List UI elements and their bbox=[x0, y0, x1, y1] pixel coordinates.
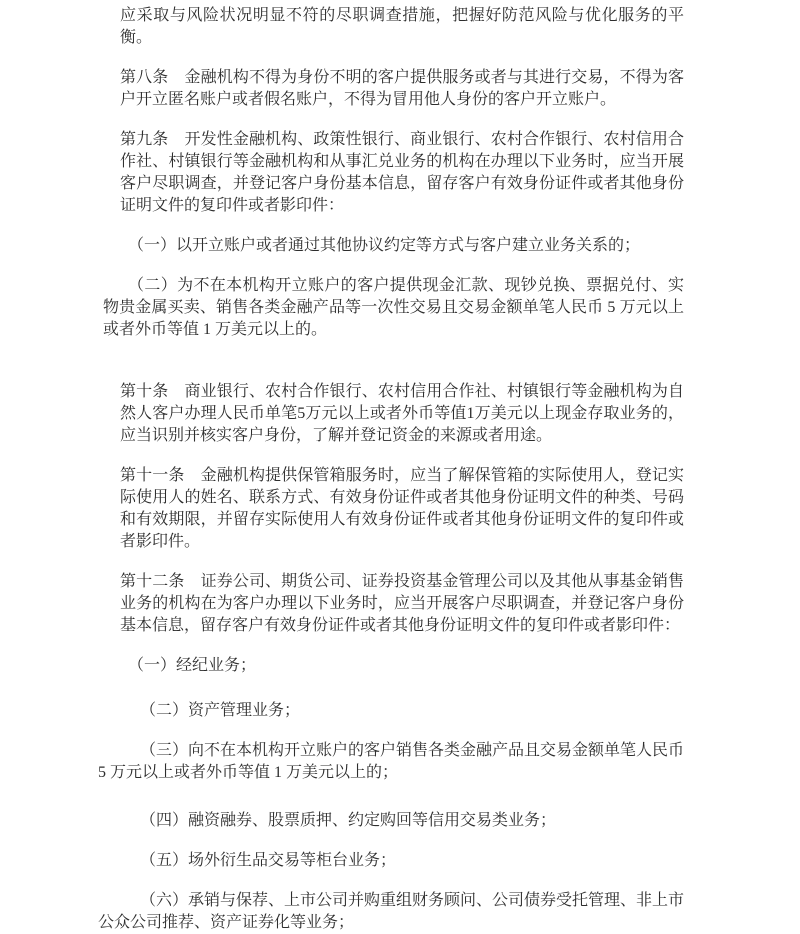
article-11: 第十一条 金融机构提供保管箱服务时，应当了解保管箱的实际使用人，登记实际使用人的姓名、联系方式、有效身份证件或者其他身份证明文件的种类、号码和有效期限，并留存实际使用人有效身份证件或者其他身份证明文件的复印件或者影印件。 bbox=[120, 467, 684, 550]
article-12-intro: 第十二条 证券公司、期货公司、证券投资基金管理公司以及其他从事基金销售业务的机构在为客户办理以下业务时，应当开展客户尽职调查，并登记客户身份基本信息，留存客户有效身份证件或者其他身份证明文件的复印件或者影印件： bbox=[120, 573, 684, 634]
article-12-item-2: （二）资产管理业务； bbox=[140, 702, 301, 719]
article-12-item-4: （四）融资融券、股票质押、约定购回等信用交易类业务； bbox=[140, 812, 557, 829]
article-12-item-3: （三）向不在本机构开立账户的客户销售各类金融产品且交易金额单笔人民币 5 万元以上或者外币等值 1 万美元以上的； bbox=[98, 742, 685, 781]
article-12-item-5: （五）场外衍生品交易等柜台业务； bbox=[140, 852, 397, 869]
article-8: 第八条 金融机构不得为身份不明的客户提供服务或者与其进行交易，不得为客户开立匿名账户或者假名账户，不得为冒用他人身份的客户开立账户。 bbox=[120, 69, 684, 108]
article-12-item-1: （一）经纪业务； bbox=[128, 657, 257, 674]
article-9-item-2: （二）为不在本机构开立账户的客户提供现金汇款、现钞兑换、票据兑付、实物贵金属买卖、销售各类金融产品等一次性交易且交易金额单笔人民币 5 万元以上或者外币等值 1 万美元以上的。 bbox=[103, 277, 684, 338]
article-9-item-1: （一）以开立账户或者通过其他协议约定等方式与客户建立业务关系的； bbox=[128, 237, 641, 254]
article-9-intro: 第九条 开发性金融机构、政策性银行、商业银行、农村合作银行、农村信用合作社、村镇银行等金融机构和从事汇兑业务的机构在办理以下业务时，应当开展客户尽职调查，并登记客户身份基本信息，留存客户有效身份证件或者其他身份证明文件的复印件或者影印件： bbox=[120, 131, 684, 214]
article-10: 第十条 商业银行、农村合作银行、农村信用合作社、村镇银行等金融机构为自然人客户办理人民币单笔5万元以上或者外币等值1万美元以上现金存取业务的，应当识别并核实客户身份，了解并登记资金的来源或者用途。 bbox=[120, 383, 684, 444]
article-12-item-6: （六）承销与保荐、上市公司并购重组财务顾问、公司债券受托管理、非上市公众公司推荐、资产证券化等业务； bbox=[98, 892, 685, 931]
intro-paragraph: 应采取与风险状况明显不符的尽职调查措施，把握好防范风险与优化服务的平衡。 bbox=[120, 7, 684, 46]
